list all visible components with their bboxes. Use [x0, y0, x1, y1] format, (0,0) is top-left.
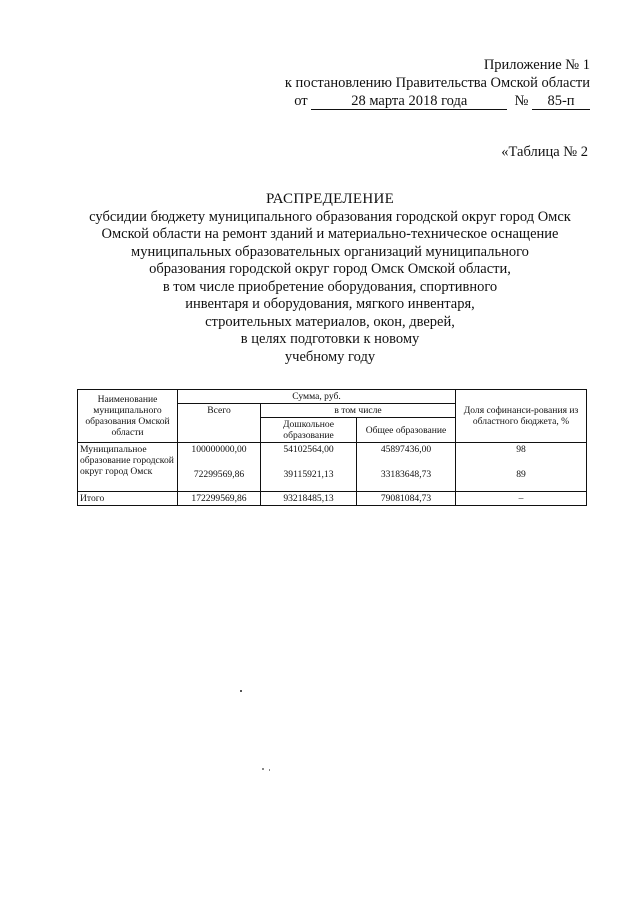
- row-share-value: 89: [516, 469, 526, 480]
- title-line: строительных материалов, окон, дверей,: [205, 313, 455, 330]
- title-line: муниципальных образовательных организаций муниципального: [131, 243, 529, 260]
- scan-mark: [262, 768, 264, 770]
- header-preschool: Дошкольное образование: [261, 418, 357, 443]
- title-line: учебному году: [284, 348, 376, 365]
- row-general-cell: [357, 443, 456, 492]
- header-general: Общее образование: [357, 418, 456, 443]
- annex-title: Приложение № 1: [483, 57, 590, 73]
- header-total: Всего: [178, 404, 261, 443]
- row-general-value: 45897436,00: [380, 444, 432, 455]
- scan-mark: [240, 690, 242, 692]
- row-total-value: 72299569,86: [193, 469, 245, 480]
- row-share-value: 98: [516, 444, 526, 455]
- row-total-cell: [178, 443, 261, 492]
- header-sum: Сумма, руб.: [178, 390, 456, 404]
- total-share: –: [456, 492, 587, 506]
- title-line: в том числе приобретение оборудования, спортивного: [162, 278, 498, 295]
- annex-date: 28 марта 2018 года: [311, 94, 507, 110]
- title-line: в целях подготовки к новому: [240, 331, 420, 347]
- total-preschool: 93218485,13: [261, 492, 357, 506]
- total-general: 79081084,73: [357, 492, 456, 506]
- table-caption: «Таблица № 2: [501, 144, 588, 160]
- distribution-table: [77, 389, 587, 506]
- annex-number-label: №: [514, 93, 529, 109]
- row-preschool-value: 54102564,00: [283, 444, 334, 455]
- title-line: субсидии бюджету муниципального образования городской округ город Омск: [89, 208, 571, 225]
- header-share: Доля софинанси-рования из областного бюджета, %: [456, 390, 587, 443]
- total-sum: 172299569,86: [178, 492, 261, 506]
- row-name: Муниципальное образование городской округ город Омск: [78, 443, 178, 492]
- row-preschool-cell: [261, 443, 357, 492]
- document-title: [70, 191, 590, 366]
- header-name: Наименование муниципального образования Омской области: [78, 390, 178, 443]
- title-line: инвентаря и оборудования, мягкого инвентаря,: [185, 296, 475, 312]
- row-total-value: 100000000,00: [191, 444, 247, 455]
- annex-from-label: от: [294, 93, 308, 109]
- annex-block: [285, 56, 590, 110]
- title-line: Омской области на ремонт зданий и материально-техническое оснащение: [101, 226, 559, 242]
- title-heading: РАСПРЕДЕЛЕНИЕ: [265, 191, 395, 207]
- row-general-value: 33183648,73: [380, 469, 432, 480]
- table-row: [78, 443, 587, 492]
- header-including: в том числе: [261, 404, 456, 418]
- title-line: образования городской округ город Омск Омской области,: [149, 261, 511, 277]
- row-preschool-value: 39115921,13: [283, 469, 334, 480]
- annex-resolution: к постановлению Правительства Омской области: [284, 75, 590, 91]
- annex-date-row: [285, 92, 590, 110]
- row-share-cell: [456, 443, 587, 492]
- total-row: [78, 492, 587, 506]
- annex-number: 85-п: [532, 94, 590, 110]
- scan-mark: [269, 769, 270, 771]
- total-label: Итого: [78, 492, 178, 506]
